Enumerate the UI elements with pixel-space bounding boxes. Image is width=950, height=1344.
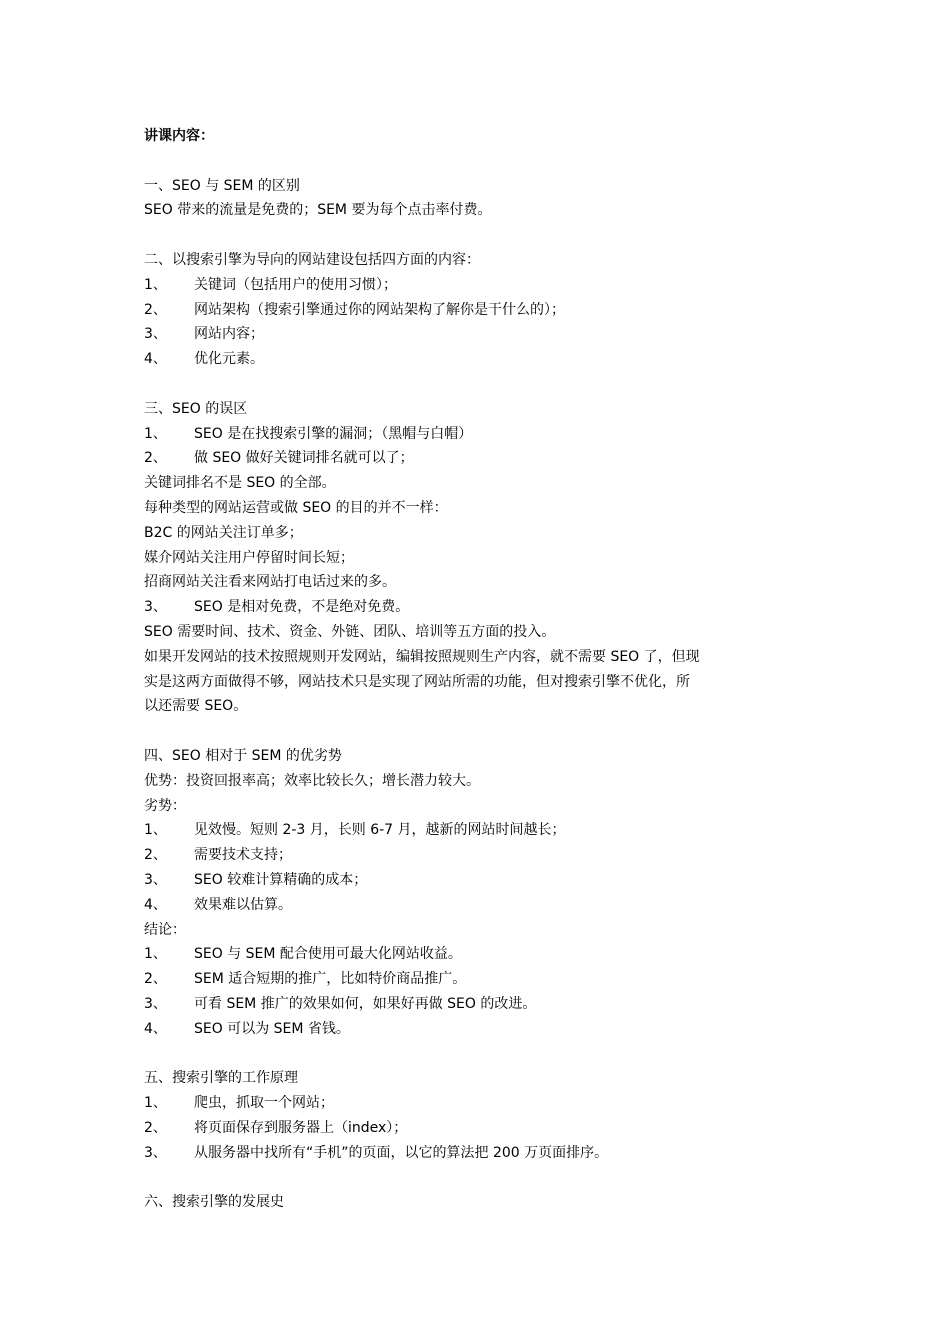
- list-number: 1、: [144, 1095, 167, 1112]
- list-text: 爬虫，抓取一个网站；: [194, 1095, 334, 1112]
- pros-text: 优势：投资回报率高；效率比较长久；增长潜力较大。: [144, 772, 480, 789]
- list-text: 从服务器中找所有“手机”的页面，以它的算法把 200 万页面排序。: [194, 1144, 609, 1161]
- list-text: SEO 与 SEM 配合使用可最大化网站收益。: [194, 946, 462, 963]
- list-text: 可看 SEM 推广的效果如何，如果好再做 SEO 的改进。: [194, 995, 537, 1012]
- list-item: [144, 298, 814, 323]
- list-text: 关键词（包括用户的使用习惯）；: [194, 276, 397, 293]
- paragraph-line: 实是这两方面做得不够，网站技术只是实现了网站所需的功能，但对搜索引擎不优化，所: [144, 673, 690, 690]
- list-text: SEO 是在找搜索引擎的漏洞；（黑帽与白帽）: [194, 425, 473, 442]
- list-number: 3、: [144, 995, 167, 1012]
- list-item: [144, 595, 814, 620]
- list-number: 2、: [144, 971, 167, 988]
- list-number: 4、: [144, 1020, 167, 1037]
- list-item: [144, 818, 814, 843]
- list-text: 优化元素。: [194, 351, 264, 368]
- list-text: 效果难以估算。: [194, 896, 292, 913]
- section-1-body: SEO 带来的流量是免费的；SEM 要为每个点击率付费。: [144, 202, 492, 219]
- list-text: SEO 是相对免费，不是绝对免费。: [194, 599, 410, 616]
- list-item: [144, 992, 814, 1017]
- list-item: [144, 1141, 814, 1166]
- paragraph: 媒介网站关注用户停留时间长短；: [144, 549, 354, 566]
- list-number: 2、: [144, 301, 167, 318]
- list-number: 4、: [144, 896, 167, 913]
- spacer: [144, 1165, 814, 1190]
- list-number: 1、: [144, 425, 167, 442]
- document-body: [144, 124, 814, 1215]
- list-number: 3、: [144, 1144, 167, 1161]
- section-6-heading: 六、搜索引擎的发展史: [144, 1194, 284, 1211]
- spacer: [144, 719, 814, 744]
- paragraph: SEO 需要时间、技术、资金、外链、团队、培训等五方面的投入。: [144, 623, 556, 640]
- list-text: 网站内容；: [194, 326, 264, 343]
- spacer: [144, 372, 814, 397]
- cons-label: 劣势：: [144, 797, 186, 814]
- document-title: 讲课内容：: [144, 128, 214, 144]
- list-item: [144, 1017, 814, 1042]
- list-number: 3、: [144, 871, 167, 888]
- list-number: 3、: [144, 326, 167, 343]
- list-text: 见效慢。短则 2-3 月，长则 6-7 月，越新的网站时间越长；: [194, 822, 566, 839]
- list-item: [144, 868, 814, 893]
- list-item: [144, 322, 814, 347]
- list-text: SEO 较难计算精确的成本；: [194, 871, 368, 888]
- section-1-heading: 一、SEO 与 SEM 的区别: [144, 177, 300, 194]
- paragraph: B2C 的网站关注订单多；: [144, 524, 303, 541]
- list-item: [144, 347, 814, 372]
- list-number: 4、: [144, 351, 167, 368]
- section-4-heading: 四、SEO 相对于 SEM 的优劣势: [144, 747, 342, 764]
- paragraph: 关键词排名不是 SEO 的全部。: [144, 475, 336, 492]
- list-number: 1、: [144, 946, 167, 963]
- list-number: 1、: [144, 822, 167, 839]
- list-number: 1、: [144, 276, 167, 293]
- list-item: [144, 843, 814, 868]
- list-text: 网站架构（搜索引擎通过你的网站架构了解你是干什么的）；: [194, 301, 565, 318]
- list-item: [144, 1091, 814, 1116]
- list-number: 2、: [144, 1119, 167, 1136]
- list-item: [144, 273, 814, 298]
- list-number: 3、: [144, 599, 167, 616]
- conclusion-label: 结论：: [144, 921, 186, 938]
- list-item: [144, 893, 814, 918]
- section-2-heading: 二、以搜索引擎为导向的网站建设包括四方面的内容：: [144, 251, 480, 268]
- section-5-heading: 五、搜索引擎的工作原理: [144, 1070, 298, 1087]
- paragraph: 每种类型的网站运营或做 SEO 的目的并不一样：: [144, 499, 448, 516]
- spacer: [144, 149, 814, 174]
- list-text: 做 SEO 做好关键词排名就可以了；: [194, 450, 414, 467]
- list-text: 将页面保存到服务器上（index）；: [194, 1119, 408, 1136]
- list-item: [144, 1116, 814, 1141]
- list-text: 需要技术支持；: [194, 847, 292, 864]
- list-item: [144, 967, 814, 992]
- list-number: 2、: [144, 847, 167, 864]
- list-number: 2、: [144, 450, 167, 467]
- list-item: [144, 942, 814, 967]
- paragraph-line: 如果开发网站的技术按照规则开发网站，编辑按照规则生产内容，就不需要 SEO 了，但现: [144, 648, 700, 665]
- section-3-heading: 三、SEO 的误区: [144, 400, 248, 417]
- paragraph: 招商网站关注看来网站打电话过来的多。: [144, 574, 396, 591]
- list-text: SEO 可以为 SEM 省钱。: [194, 1020, 350, 1037]
- paragraph-line: 以还需要 SEO。: [144, 698, 248, 715]
- list-item: [144, 422, 814, 447]
- spacer: [144, 1041, 814, 1066]
- list-text: SEM 适合短期的推广，比如特价商品推广。: [194, 971, 467, 988]
- spacer: [144, 223, 814, 248]
- list-item: [144, 446, 814, 471]
